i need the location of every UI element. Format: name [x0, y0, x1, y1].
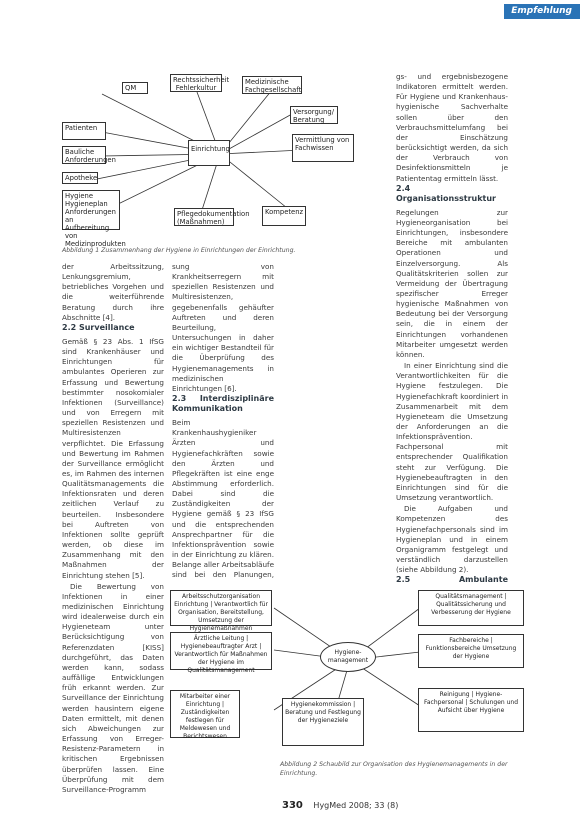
mitarbeiter-box: Mitarbeiter einer Einrichtung | Zuständigkeiten festlegen für Meldewesen und Berichtswesen [170, 690, 240, 738]
figure-1-caption: Abbildung 1 Zusammenhang der Hygiene in Einrichtungen der Einrichtung. [62, 247, 296, 254]
column-2 [172, 262, 274, 580]
heading-ambulante-einrichtungen: 2.5 Ambulante [396, 575, 508, 584]
col3-paragraph-0: gs- und ergebnisbezogene Indikatoren ermittelt werden. Für Hygiene und Krankenhaus-hygienische Sachverhalte sollen über den Verbrauchsmittelumfang bei der Einschätzung berücksichtigt werden, da sich der Verbrauch von Desinfektionsmitteln je Patiententag ermitteln lässt. [396, 72, 508, 183]
section-tag: Empfehlung [504, 4, 580, 19]
hygiene-plan-box: Hygiene Hygieneplan Anforderungen an Aufbereitung von Medizinprodukten [62, 190, 120, 230]
col1-paragraph-0: der Arbeitssitzung, Lenkungsgremium, betriebliches Vorgehen und die weiterführende Beratung durch ihre Abschnitte [4]. [62, 262, 164, 322]
figure-1-diagram [62, 72, 378, 248]
page-number: 330 [282, 800, 303, 811]
col3-paragraph-2: In einer Einrichtung sind die Verantwortlichkeiten für die Hygiene festzulegen. Die Hygienefachkraft koordiniert in Zusammenarbeit mit dem Hygieneteam die Umsetzung der Anforderungen an die Infektionsprävention. Fachpersonal mit entsprechender Qualifikation steht zur Verfügung. Die Hygienebeauftragten in den Einrichtungen sind für die Umsetzung verantwortlich. [396, 361, 508, 503]
figure-2-caption: Abbildung 2 Schaubild zur Organisation des Hygienemanagements in der Einrichtung. [280, 761, 508, 777]
versorgung-beratung-box: Versorgung/ Beratung [290, 106, 338, 124]
heading-surveillance: 2.2 Surveillance [62, 322, 135, 332]
aerztliche-leitung-box: Ärztliche Leitung | Hygienebeauftragter Arzt | Verantwortlich für Maßnahmen der Hygiene im Qualitätsmanagement [170, 632, 272, 670]
column-1 [62, 262, 164, 794]
column-3 [396, 72, 508, 584]
rechtssicherheit-box: Rechtssicherheit Fehlerkultur [170, 74, 222, 92]
heading-interdisziplinaere-kommunikation: 2.3 Interdisziplinäre Kommunikation [172, 394, 274, 414]
kompetenz-box: Kompetenz [262, 206, 306, 226]
journal-reference: HygMed 2008; 33 (8) [313, 801, 399, 810]
col1-paragraph-1: Gemäß § 23 Abs. 1 IfSG sind Krankenhäuser und Einrichtungen für ambulantes Operieren zur Erfassung und Bewertung bestimmter nosokomialer Infektionen (Surveillance) und von Erregern mit speziellen Resistenzen und Multiresistenzen verpflichtet. Die Erfassung und Bewertung im Rahmen der Surveillance ermöglicht es, im Rahmen des internen Qualitätsmanagements die Infektionsraten und deren zeitlichen Verlauf zu beurteilen. Insbesondere bei Auftreten von Infektionen sollte geprüft werden, ob diese im Zusammenhang mit den Maßnahmen der Einrichtung stehen [5]. [62, 336, 164, 580]
heading-organisationsstruktur: 2.4 Organisationsstruktur [396, 183, 496, 203]
col2-paragraph-0: sung von Krankheitserregern mit speziellen Resistenzen und Multiresistenzen, gegebenenfalls gehäufter Auftreten und deren Beurteilung, Untersuchungen in daher ein wichtiger Bestandteil für die Überprüfung des Hygienemanagements in medizinischen Einrichtungen [6]. [172, 262, 274, 393]
reinigung-box: Reinigung | Hygiene-Fachpersonal | Schulungen und Aufsicht über Hygiene [418, 688, 524, 732]
medizinische-fachgesellschaft-box: Medizinische Fachgesellschaft [242, 76, 302, 94]
figure-2-diagram [170, 588, 530, 756]
col2-paragraph-1: Beim Krankenhaushygieniker Ärzten und Hygienefachkräften sowie den Ärzten und Pflegekräften ist eine enge Abstimmung erforderlich. Dabei sind die Zuständigkeiten der Hygiene gemäß § 23 IfSG und die entsprechenden Ansprechpartner für die Infektionsprävention sowie in der Einrichtung zu klären. Belange aller Arbeitsabläufe sind bei den Planungen, [172, 418, 274, 580]
patienten-box: Patienten [62, 122, 106, 140]
apotheke-box: Apotheke [62, 172, 98, 184]
fachbereiche-box: Fachbereiche | Funktionsbereiche Umsetzung der Hygiene [418, 634, 524, 668]
qm-box: QM [122, 82, 148, 94]
einrichtung-center-box: Einrichtung [188, 140, 230, 166]
arbeitsschutz-box: Arbeitsschutzorganisation Einrichtung | Verantwortlich für Organisation, Bereitstellung, Umsetzung der Hygienemaßnahmen [170, 590, 272, 626]
col3-paragraph-3: Die Aufgaben und Kompetenzen des Hygienefachpersonals sind im Hygieneplan und in einem Organigramm festgelegt und verständlich darzustellen (siehe Abbildung 2). [396, 504, 508, 575]
col3-paragraph-1: Regelungen zur Hygieneorganisation bei Einrichtungen, insbesondere Bereiche mit ambulanten Operationen und Einzelversorgung. Als Qualitätskriterien sollen zur Vermeidung der Übertragung spezifischer Erreger hygienische Maßnahmen von Bedeutung bei der Versorgung sein, die in einem der Einrichtungen vorhandenen Mitarbeiter umgesetzt werden können. [396, 207, 508, 359]
hygienemanagement-center: Hygiene-management [320, 642, 376, 672]
pflege-box: Pflegedokumentation (Maßnahmen) [174, 208, 234, 226]
col1-paragraph-2: Die Bewertung von Infektionen in einer medizinischen Einrichtung wird idealerweise durch ein Hygieneteam unter Berücksichtigung von Referenzdaten [KISS] durchgeführt, das Daten werden kann, sodass auffällige Entwicklungen früh erkannt werden. Zur Surveillance der Einrichtung werden hausintern eigene Daten ermittelt, mit denen sich Abweichungen zur Erfassung von Erreger-Resistenz-Parametern in kritischen Ergebnissen überprüfen lassen. Eine Überprüfung mit dem Surveillance-Programm [62, 581, 164, 794]
bauliche-anforderungen-box: Bauliche Anforderungen [62, 146, 106, 164]
hygienekommission-box: Hygienekommission | Beratung und Festlegung der Hygieneziele [282, 698, 364, 746]
vermittlung-fachwissen-box: Vermittlung von Fachwissen [292, 134, 354, 162]
footer [282, 800, 398, 811]
qualitaetsmanagement-box: Qualitätsmanagement | Qualitätssicherung und Verbesserung der Hygiene [418, 590, 524, 626]
